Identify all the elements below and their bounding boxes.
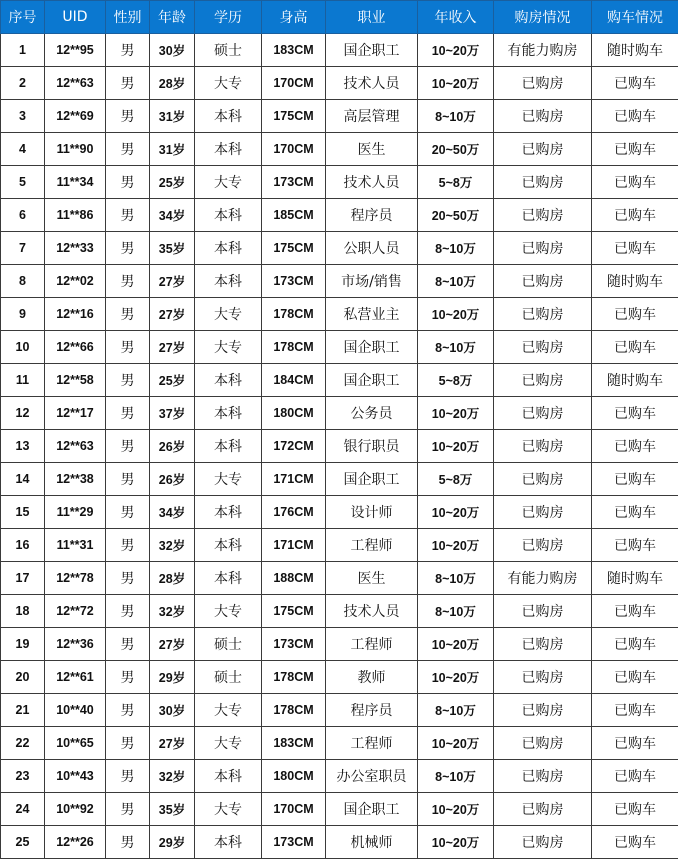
table-row: [1, 628, 678, 661]
table-row: [1, 232, 678, 265]
table-row: [1, 166, 678, 199]
cell-occupation: 技术人员: [326, 166, 418, 199]
cell-education: 大专: [195, 166, 262, 199]
cell-housing: 已购房: [494, 67, 592, 100]
cell-index: 7: [1, 232, 45, 265]
cell-occupation: 公务员: [326, 397, 418, 430]
cell-height: 175CM: [262, 595, 326, 628]
cell-occupation: 高层管理: [326, 100, 418, 133]
cell-car: 随时购车: [592, 265, 678, 298]
header-cell-housing: 购房情况: [494, 1, 592, 34]
table-row: [1, 793, 678, 826]
cell-index: 2: [1, 67, 45, 100]
cell-index: 17: [1, 562, 45, 595]
cell-age: 27岁: [150, 265, 195, 298]
cell-car: 已购车: [592, 430, 678, 463]
cell-gender: 男: [106, 760, 150, 793]
table-body: [1, 34, 678, 859]
cell-car: 随时购车: [592, 34, 678, 67]
cell-height: 183CM: [262, 727, 326, 760]
cell-gender: 男: [106, 265, 150, 298]
table-row: [1, 133, 678, 166]
cell-car: 随时购车: [592, 562, 678, 595]
cell-car: 已购车: [592, 397, 678, 430]
cell-occupation: 医生: [326, 562, 418, 595]
header-cell-gender: 性别: [106, 1, 150, 34]
cell-age: 25岁: [150, 166, 195, 199]
cell-income: 8~10万: [418, 265, 494, 298]
header-cell-income: 年收入: [418, 1, 494, 34]
cell-housing: 已购房: [494, 199, 592, 232]
cell-gender: 男: [106, 529, 150, 562]
cell-education: 本科: [195, 826, 262, 859]
cell-housing: 已购房: [494, 595, 592, 628]
cell-occupation: 国企职工: [326, 331, 418, 364]
cell-housing: 已购房: [494, 100, 592, 133]
cell-occupation: 教师: [326, 661, 418, 694]
cell-income: 10~20万: [418, 727, 494, 760]
cell-age: 37岁: [150, 397, 195, 430]
cell-uid: 12**17: [45, 397, 106, 430]
header-row: [1, 1, 678, 34]
cell-housing: 已购房: [494, 529, 592, 562]
cell-income: 10~20万: [418, 397, 494, 430]
cell-gender: 男: [106, 727, 150, 760]
cell-age: 32岁: [150, 760, 195, 793]
cell-index: 19: [1, 628, 45, 661]
cell-uid: 12**69: [45, 100, 106, 133]
cell-income: 10~20万: [418, 430, 494, 463]
cell-uid: 10**65: [45, 727, 106, 760]
cell-uid: 11**90: [45, 133, 106, 166]
table-row: [1, 496, 678, 529]
cell-index: 12: [1, 397, 45, 430]
cell-age: 32岁: [150, 529, 195, 562]
table-row: [1, 529, 678, 562]
cell-occupation: 程序员: [326, 694, 418, 727]
cell-index: 10: [1, 331, 45, 364]
cell-income: 20~50万: [418, 199, 494, 232]
cell-uid: 10**40: [45, 694, 106, 727]
cell-housing: 已购房: [494, 694, 592, 727]
cell-index: 21: [1, 694, 45, 727]
cell-income: 10~20万: [418, 298, 494, 331]
cell-occupation: 银行职员: [326, 430, 418, 463]
cell-occupation: 技术人员: [326, 595, 418, 628]
cell-education: 大专: [195, 331, 262, 364]
cell-height: 178CM: [262, 298, 326, 331]
cell-age: 35岁: [150, 793, 195, 826]
cell-uid: 10**43: [45, 760, 106, 793]
cell-occupation: 工程师: [326, 727, 418, 760]
cell-height: 173CM: [262, 265, 326, 298]
cell-income: 10~20万: [418, 628, 494, 661]
cell-occupation: 工程师: [326, 628, 418, 661]
cell-housing: 已购房: [494, 232, 592, 265]
cell-index: 4: [1, 133, 45, 166]
cell-index: 13: [1, 430, 45, 463]
cell-housing: 已购房: [494, 826, 592, 859]
cell-income: 10~20万: [418, 826, 494, 859]
cell-occupation: 机械师: [326, 826, 418, 859]
cell-car: 已购车: [592, 133, 678, 166]
header-cell-height: 身高: [262, 1, 326, 34]
table-row: [1, 34, 678, 67]
cell-car: 已购车: [592, 232, 678, 265]
cell-uid: 12**33: [45, 232, 106, 265]
cell-height: 175CM: [262, 100, 326, 133]
cell-height: 183CM: [262, 34, 326, 67]
cell-income: 8~10万: [418, 232, 494, 265]
table-row: [1, 760, 678, 793]
cell-index: 1: [1, 34, 45, 67]
cell-index: 8: [1, 265, 45, 298]
cell-index: 20: [1, 661, 45, 694]
cell-height: 172CM: [262, 430, 326, 463]
cell-income: 20~50万: [418, 133, 494, 166]
cell-income: 5~8万: [418, 364, 494, 397]
cell-index: 24: [1, 793, 45, 826]
cell-uid: 12**38: [45, 463, 106, 496]
cell-gender: 男: [106, 826, 150, 859]
cell-education: 本科: [195, 496, 262, 529]
cell-housing: 已购房: [494, 727, 592, 760]
cell-car: 已购车: [592, 166, 678, 199]
cell-uid: 12**78: [45, 562, 106, 595]
cell-height: 173CM: [262, 628, 326, 661]
cell-index: 14: [1, 463, 45, 496]
cell-age: 27岁: [150, 298, 195, 331]
cell-index: 6: [1, 199, 45, 232]
cell-income: 10~20万: [418, 496, 494, 529]
cell-occupation: 市场/销售: [326, 265, 418, 298]
cell-education: 大专: [195, 727, 262, 760]
cell-age: 26岁: [150, 463, 195, 496]
header-cell-age: 年龄: [150, 1, 195, 34]
cell-housing: 已购房: [494, 760, 592, 793]
table-row: [1, 331, 678, 364]
cell-uid: 11**31: [45, 529, 106, 562]
cell-uid: 12**95: [45, 34, 106, 67]
cell-uid: 11**34: [45, 166, 106, 199]
cell-age: 26岁: [150, 430, 195, 463]
cell-height: 170CM: [262, 793, 326, 826]
cell-education: 大专: [195, 67, 262, 100]
cell-housing: 已购房: [494, 397, 592, 430]
cell-housing: 已购房: [494, 364, 592, 397]
cell-education: 硕士: [195, 34, 262, 67]
cell-housing: 已购房: [494, 463, 592, 496]
cell-housing: 已购房: [494, 298, 592, 331]
cell-education: 本科: [195, 397, 262, 430]
cell-income: 5~8万: [418, 463, 494, 496]
cell-height: 170CM: [262, 67, 326, 100]
cell-income: 8~10万: [418, 331, 494, 364]
cell-education: 本科: [195, 232, 262, 265]
cell-housing: 已购房: [494, 133, 592, 166]
cell-age: 30岁: [150, 694, 195, 727]
cell-car: 已购车: [592, 694, 678, 727]
cell-housing: 已购房: [494, 331, 592, 364]
cell-index: 5: [1, 166, 45, 199]
cell-education: 本科: [195, 529, 262, 562]
cell-uid: 12**36: [45, 628, 106, 661]
cell-occupation: 技术人员: [326, 67, 418, 100]
cell-uid: 12**58: [45, 364, 106, 397]
cell-gender: 男: [106, 232, 150, 265]
cell-index: 22: [1, 727, 45, 760]
cell-index: 23: [1, 760, 45, 793]
cell-car: 已购车: [592, 298, 678, 331]
cell-index: 16: [1, 529, 45, 562]
cell-car: 已购车: [592, 826, 678, 859]
cell-car: 已购车: [592, 793, 678, 826]
cell-housing: 已购房: [494, 628, 592, 661]
cell-age: 29岁: [150, 826, 195, 859]
cell-housing: 已购房: [494, 166, 592, 199]
cell-index: 11: [1, 364, 45, 397]
cell-car: 已购车: [592, 331, 678, 364]
cell-uid: 10**92: [45, 793, 106, 826]
header-cell-uid: UID: [45, 1, 106, 34]
cell-housing: 已购房: [494, 661, 592, 694]
cell-height: 173CM: [262, 166, 326, 199]
cell-gender: 男: [106, 694, 150, 727]
cell-income: 10~20万: [418, 793, 494, 826]
cell-age: 27岁: [150, 331, 195, 364]
cell-education: 本科: [195, 199, 262, 232]
cell-income: 8~10万: [418, 694, 494, 727]
cell-uid: 11**29: [45, 496, 106, 529]
cell-housing: 已购房: [494, 496, 592, 529]
cell-age: 31岁: [150, 133, 195, 166]
cell-gender: 男: [106, 166, 150, 199]
cell-car: 已购车: [592, 496, 678, 529]
cell-height: 171CM: [262, 463, 326, 496]
cell-uid: 12**16: [45, 298, 106, 331]
cell-income: 8~10万: [418, 562, 494, 595]
cell-car: 已购车: [592, 67, 678, 100]
cell-height: 178CM: [262, 331, 326, 364]
header-cell-car: 购车情况: [592, 1, 678, 34]
header-cell-occupation: 职业: [326, 1, 418, 34]
table-row: [1, 826, 678, 859]
cell-occupation: 工程师: [326, 529, 418, 562]
cell-age: 25岁: [150, 364, 195, 397]
cell-housing: 已购房: [494, 265, 592, 298]
table-row: [1, 199, 678, 232]
cell-income: 8~10万: [418, 595, 494, 628]
cell-education: 大专: [195, 595, 262, 628]
cell-education: 大专: [195, 298, 262, 331]
cell-occupation: 国企职工: [326, 34, 418, 67]
cell-education: 本科: [195, 133, 262, 166]
cell-uid: 12**61: [45, 661, 106, 694]
cell-height: 188CM: [262, 562, 326, 595]
cell-occupation: 办公室职员: [326, 760, 418, 793]
cell-car: 已购车: [592, 727, 678, 760]
cell-age: 31岁: [150, 100, 195, 133]
cell-gender: 男: [106, 463, 150, 496]
table-row: [1, 595, 678, 628]
cell-uid: 12**63: [45, 430, 106, 463]
cell-gender: 男: [106, 100, 150, 133]
cell-income: 10~20万: [418, 67, 494, 100]
cell-gender: 男: [106, 67, 150, 100]
cell-income: 10~20万: [418, 661, 494, 694]
cell-index: 15: [1, 496, 45, 529]
cell-height: 184CM: [262, 364, 326, 397]
cell-car: 已购车: [592, 100, 678, 133]
cell-education: 大专: [195, 694, 262, 727]
cell-age: 29岁: [150, 661, 195, 694]
cell-occupation: 国企职工: [326, 463, 418, 496]
cell-gender: 男: [106, 628, 150, 661]
table-row: [1, 463, 678, 496]
cell-age: 28岁: [150, 562, 195, 595]
cell-car: 已购车: [592, 199, 678, 232]
cell-education: 硕士: [195, 628, 262, 661]
cell-education: 本科: [195, 265, 262, 298]
cell-age: 35岁: [150, 232, 195, 265]
cell-car: 已购车: [592, 595, 678, 628]
table-row: [1, 67, 678, 100]
cell-education: 大专: [195, 463, 262, 496]
table-row: [1, 397, 678, 430]
cell-car: 已购车: [592, 463, 678, 496]
cell-income: 5~8万: [418, 166, 494, 199]
cell-car: 已购车: [592, 760, 678, 793]
cell-height: 175CM: [262, 232, 326, 265]
cell-income: 10~20万: [418, 529, 494, 562]
cell-height: 178CM: [262, 694, 326, 727]
cell-uid: 12**63: [45, 67, 106, 100]
cell-age: 27岁: [150, 628, 195, 661]
cell-housing: 有能力购房: [494, 34, 592, 67]
table-row: [1, 265, 678, 298]
cell-gender: 男: [106, 298, 150, 331]
cell-gender: 男: [106, 595, 150, 628]
header-cell-index: 序号: [1, 1, 45, 34]
cell-car: 随时购车: [592, 364, 678, 397]
cell-housing: 有能力购房: [494, 562, 592, 595]
cell-occupation: 私营业主: [326, 298, 418, 331]
cell-car: 已购车: [592, 529, 678, 562]
cell-height: 176CM: [262, 496, 326, 529]
table-row: [1, 430, 678, 463]
cell-uid: 12**26: [45, 826, 106, 859]
table-row: [1, 100, 678, 133]
cell-index: 9: [1, 298, 45, 331]
cell-uid: 12**66: [45, 331, 106, 364]
cell-income: 8~10万: [418, 100, 494, 133]
cell-height: 170CM: [262, 133, 326, 166]
cell-index: 25: [1, 826, 45, 859]
cell-occupation: 程序员: [326, 199, 418, 232]
cell-index: 18: [1, 595, 45, 628]
cell-gender: 男: [106, 199, 150, 232]
cell-gender: 男: [106, 430, 150, 463]
cell-education: 本科: [195, 760, 262, 793]
cell-gender: 男: [106, 34, 150, 67]
cell-height: 178CM: [262, 661, 326, 694]
cell-housing: 已购房: [494, 430, 592, 463]
cell-car: 已购车: [592, 628, 678, 661]
cell-car: 已购车: [592, 661, 678, 694]
cell-age: 30岁: [150, 34, 195, 67]
cell-gender: 男: [106, 364, 150, 397]
cell-height: 171CM: [262, 529, 326, 562]
cell-education: 硕士: [195, 661, 262, 694]
cell-height: 180CM: [262, 397, 326, 430]
cell-occupation: 医生: [326, 133, 418, 166]
cell-age: 32岁: [150, 595, 195, 628]
cell-occupation: 公职人员: [326, 232, 418, 265]
table-row: [1, 298, 678, 331]
cell-gender: 男: [106, 331, 150, 364]
table-row: [1, 364, 678, 397]
cell-education: 本科: [195, 562, 262, 595]
cell-occupation: 设计师: [326, 496, 418, 529]
cell-uid: 11**86: [45, 199, 106, 232]
cell-gender: 男: [106, 562, 150, 595]
cell-age: 27岁: [150, 727, 195, 760]
cell-gender: 男: [106, 793, 150, 826]
cell-income: 10~20万: [418, 34, 494, 67]
cell-index: 3: [1, 100, 45, 133]
cell-education: 本科: [195, 100, 262, 133]
cell-housing: 已购房: [494, 793, 592, 826]
cell-income: 8~10万: [418, 760, 494, 793]
cell-uid: 12**02: [45, 265, 106, 298]
cell-height: 185CM: [262, 199, 326, 232]
cell-education: 本科: [195, 364, 262, 397]
table-row: [1, 562, 678, 595]
table-row: [1, 694, 678, 727]
cell-occupation: 国企职工: [326, 364, 418, 397]
cell-occupation: 国企职工: [326, 793, 418, 826]
cell-height: 173CM: [262, 826, 326, 859]
cell-height: 180CM: [262, 760, 326, 793]
cell-education: 大专: [195, 793, 262, 826]
cell-age: 34岁: [150, 199, 195, 232]
cell-age: 28岁: [150, 67, 195, 100]
cell-gender: 男: [106, 496, 150, 529]
header-cell-education: 学历: [195, 1, 262, 34]
cell-education: 本科: [195, 430, 262, 463]
cell-uid: 12**72: [45, 595, 106, 628]
table-row: [1, 727, 678, 760]
cell-age: 34岁: [150, 496, 195, 529]
cell-gender: 男: [106, 397, 150, 430]
table-row: [1, 661, 678, 694]
cell-gender: 男: [106, 661, 150, 694]
cell-gender: 男: [106, 133, 150, 166]
